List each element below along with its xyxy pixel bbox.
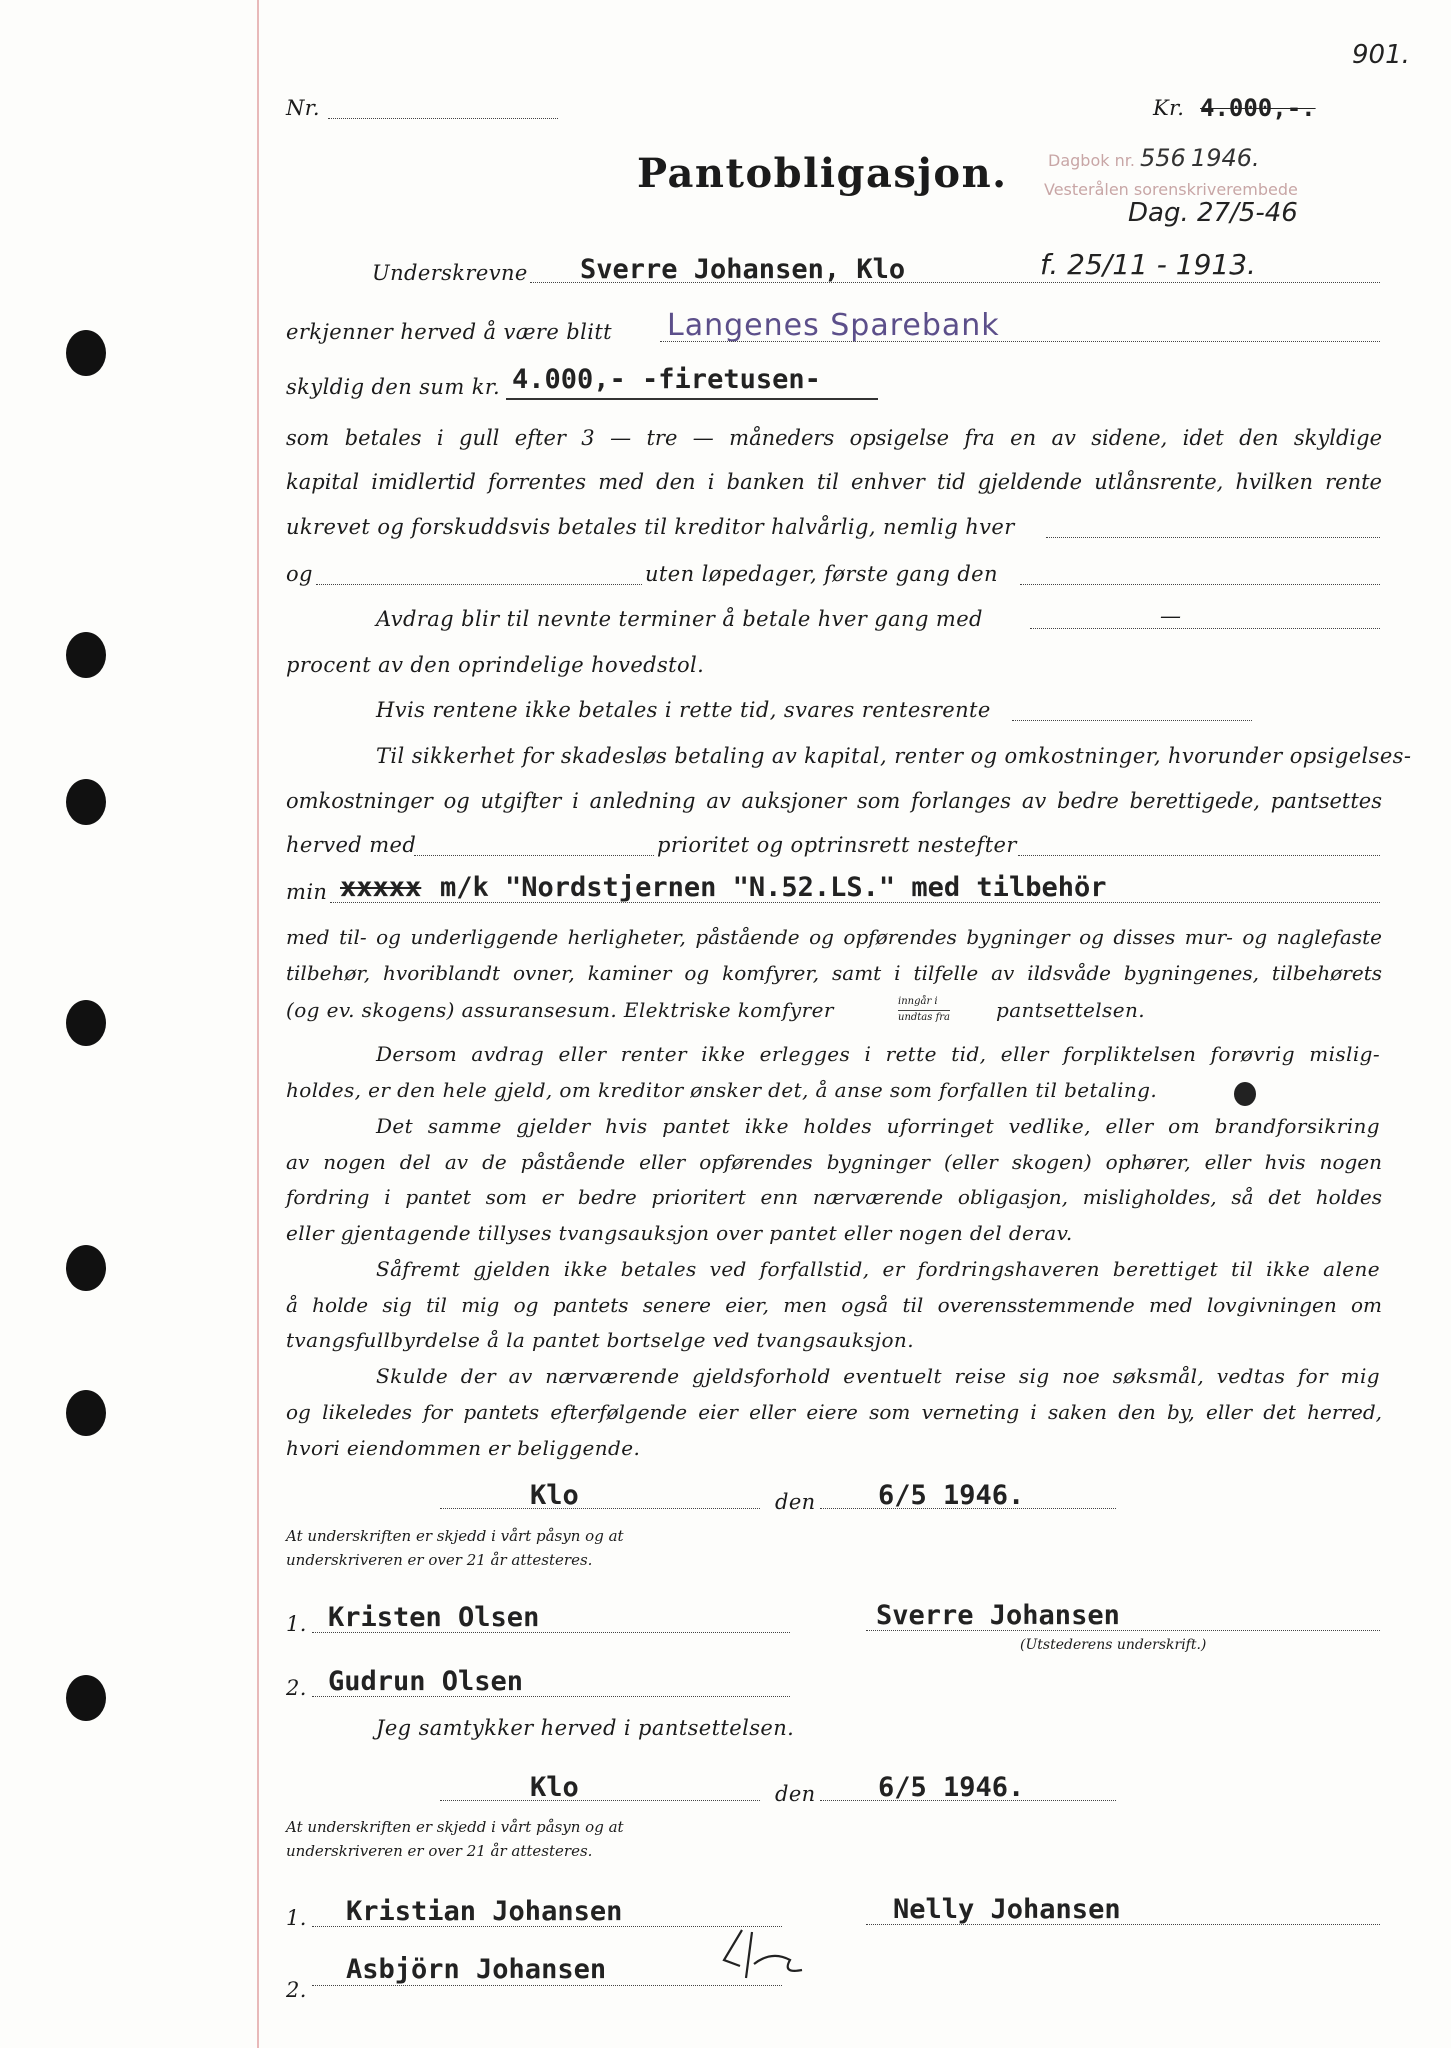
text-line: hvori eiendommen er beliggende. xyxy=(286,1436,641,1460)
witness-number: 2. xyxy=(286,1978,307,2002)
registry-stamp: Dagbok nr. 556 1946. xyxy=(1048,144,1260,172)
binder-hole xyxy=(66,1675,106,1721)
erkjenner-label: erkjenner herved å være blitt xyxy=(286,320,613,344)
handwritten-date-note: Dag. 27/5-46 xyxy=(1128,198,1298,228)
avdrag-text: Avdrag blir til nevnte terminer å betale hver gang med xyxy=(376,607,983,631)
text-line: Dersom avdrag eller renter ikke erlegges i rette tid, eller forpliktelsen forøvrig mislig- xyxy=(376,1042,1380,1066)
binder-hole xyxy=(66,632,106,678)
witness-name: Gudrun Olsen xyxy=(328,1666,524,1697)
nr-label: Nr. xyxy=(286,96,320,120)
field-line xyxy=(820,1800,1116,1801)
amount-underline xyxy=(506,398,878,400)
text-line: av nogen del av de påstående eller opførendes bygninger (eller skogen) ophører, eller hvis nogen xyxy=(286,1150,1382,1174)
page-number: 901. xyxy=(1352,40,1410,70)
field-line xyxy=(440,1508,760,1509)
signature-line xyxy=(866,1924,1380,1925)
procent-text: procent av den oprindelige hovedstol. xyxy=(286,653,705,677)
binder-hole xyxy=(66,1245,106,1291)
struck-text: xxxxx xyxy=(340,872,422,903)
og-label: og xyxy=(286,562,313,586)
field-line xyxy=(820,1508,1116,1509)
text-line: å holde sig til mig og pantets senere eier, men også til overensstemmende med lovgivningen om xyxy=(286,1293,1382,1317)
ink-dot xyxy=(1234,1082,1256,1106)
kr-amount: 4.000,-. xyxy=(1200,94,1316,122)
field-line xyxy=(316,584,642,585)
text-line: eller gjentagende tillyses tvangsauksjon over pantet eller nogen del derav. xyxy=(286,1221,1073,1245)
attest-line: underskriveren er over 21 år attesteres. xyxy=(286,1842,593,1860)
inngar-option: inngår i xyxy=(898,996,938,1007)
field-line xyxy=(1046,537,1380,538)
text-line: Såfremt gjelden ikke betales ved forfallstid, er fordringshaveren berettiget til ikke alene xyxy=(376,1257,1380,1281)
text-line: (og ev. skogens) assuransesum. Elektriske komfyrer xyxy=(286,998,834,1022)
min-label: min xyxy=(286,880,328,904)
text-line: tvangsfullbyrdelse å la pantet bortselge ved tvangsauksjon. xyxy=(286,1328,914,1352)
pantsettelsen-text: pantsettelsen. xyxy=(996,998,1145,1022)
consent-text: Jeg samtykker herved i pantsettelsen. xyxy=(376,1716,795,1740)
text-line: som betales i gull efter 3 — tre — måneders opsigelse fra en av sidene, idet den skyldige xyxy=(286,426,1382,450)
prioritet-text: prioritet og optrinsrett nestefter xyxy=(657,833,1017,857)
text-line: omkostninger og utgifter i anledning av auksjoner som forlanges av bedre berettigede, pantsettes xyxy=(286,789,1382,813)
birth-note: f. 25/11 - 1913. xyxy=(1040,248,1256,281)
binder-hole xyxy=(66,1000,106,1046)
witness-number: 1. xyxy=(286,1906,307,1930)
signing-place: Klo xyxy=(530,1772,579,1803)
lopedager-text: uten løpedager, første gang den xyxy=(645,562,998,586)
witness-number: 1. xyxy=(286,1612,307,1636)
text-line: og likeledes for pantets efterfølgende eier eller eiere som verneting i saken den by, eller det herred, xyxy=(286,1400,1382,1424)
margin-rule xyxy=(257,0,259,2048)
amount-text: 4.000,- -firetusen- xyxy=(512,364,821,395)
rentesrente-text: Hvis rentene ikke betales i rette tid, svares rentesrente xyxy=(376,698,991,722)
signature-line xyxy=(312,1696,790,1697)
den-label: den xyxy=(775,1782,816,1806)
registry-stamp-office: Vesterålen sorenskriverembede xyxy=(1044,180,1298,199)
creditor-name: Langenes Sparebank xyxy=(667,308,1000,343)
document-title: Pantobligasjon. xyxy=(637,150,1008,197)
binder-hole xyxy=(66,1390,106,1436)
text-line: Det samme gjelder hvis pantet ikke holdes uforringet vedlike, eller om brandforsikring xyxy=(376,1114,1380,1138)
text-line: tilbehør, hvoriblandt ovner, kaminer og komfyrer, samt i tilfelle av ildsvåde bygningenes, tilbehørets xyxy=(286,961,1382,985)
text-line: ukrevet og forskuddsvis betales til kreditor halvårlig, nemlig hver xyxy=(286,515,1015,539)
kr-label: Kr. xyxy=(1153,96,1185,120)
signing-date: 6/5 1946. xyxy=(878,1480,1025,1511)
text-line: Skulde der av nærværende gjeldsforhold eventuelt reise sig noe søksmål, vedtas for mig xyxy=(376,1364,1380,1388)
den-label: den xyxy=(775,1490,816,1514)
signing-date: 6/5 1946. xyxy=(878,1772,1025,1803)
attest-line: underskriveren er over 21 år attesteres. xyxy=(286,1551,593,1569)
nr-field-line xyxy=(328,118,558,119)
field-line xyxy=(660,341,1380,342)
signer-caption: (Utstederens underskrift.) xyxy=(1020,1637,1207,1653)
issuer-signature: Nelly Johansen xyxy=(893,1894,1121,1925)
skyldig-label: skyldig den sum kr. xyxy=(286,375,501,399)
debtor-name: Sverre Johansen, Klo xyxy=(580,254,906,285)
signature-line xyxy=(312,1632,790,1633)
field-line xyxy=(530,282,1380,283)
collateral-text: m/k "Nordstjernen "N.52.LS." med tilbehör xyxy=(440,872,1107,903)
text-line: holdes, er den hele gjeld, om kreditor ønsker det, å anse som forfallen til betaling. xyxy=(286,1078,1158,1102)
witness-name: Kristian Johansen xyxy=(346,1896,623,1927)
attest-line: At underskriften er skjedd i vårt påsyn og at xyxy=(286,1527,624,1545)
binder-hole xyxy=(66,779,106,825)
witness-name: Asbjörn Johansen xyxy=(346,1954,607,1985)
issuer-signature: Sverre Johansen xyxy=(876,1600,1120,1631)
text-line: Til sikkerhet for skadesløs betaling av kapital, renter og omkostninger, hvorunder opsigelses- xyxy=(376,744,1412,768)
field-line xyxy=(1030,628,1380,629)
text-line: med til- og underliggende herligheter, påstående og opførendes bygninger og disses mur- og naglefaste xyxy=(286,925,1382,949)
signing-place: Klo xyxy=(530,1480,579,1511)
witness-name: Kristen Olsen xyxy=(328,1602,540,1633)
avdrag-dash: — xyxy=(1160,604,1182,628)
field-line xyxy=(1012,720,1252,721)
underskrevne-label: Underskrevne xyxy=(372,261,528,285)
signature-line xyxy=(866,1630,1380,1631)
field-line xyxy=(1020,584,1380,585)
attest-line: At underskriften er skjedd i vårt påsyn og at xyxy=(286,1818,624,1836)
text-line: kapital imidlertid forrentes med den i banken til enhver tid gjeldende utlånsrente, hvilken rente xyxy=(286,470,1382,494)
field-line xyxy=(440,1800,760,1801)
field-line xyxy=(330,902,1380,903)
text-line: fordring i pantet som er bedre prioritert enn nærværende obligasjon, misligholdes, så det holdes xyxy=(286,1185,1382,1209)
herved-med-label: herved med xyxy=(286,833,417,857)
field-line xyxy=(1018,855,1380,856)
witness-number: 2. xyxy=(286,1676,307,1700)
undtas-option: undtas fra xyxy=(898,1012,951,1023)
field-line xyxy=(414,855,654,856)
initials-scribble xyxy=(712,1920,822,1990)
binder-hole xyxy=(66,330,106,376)
